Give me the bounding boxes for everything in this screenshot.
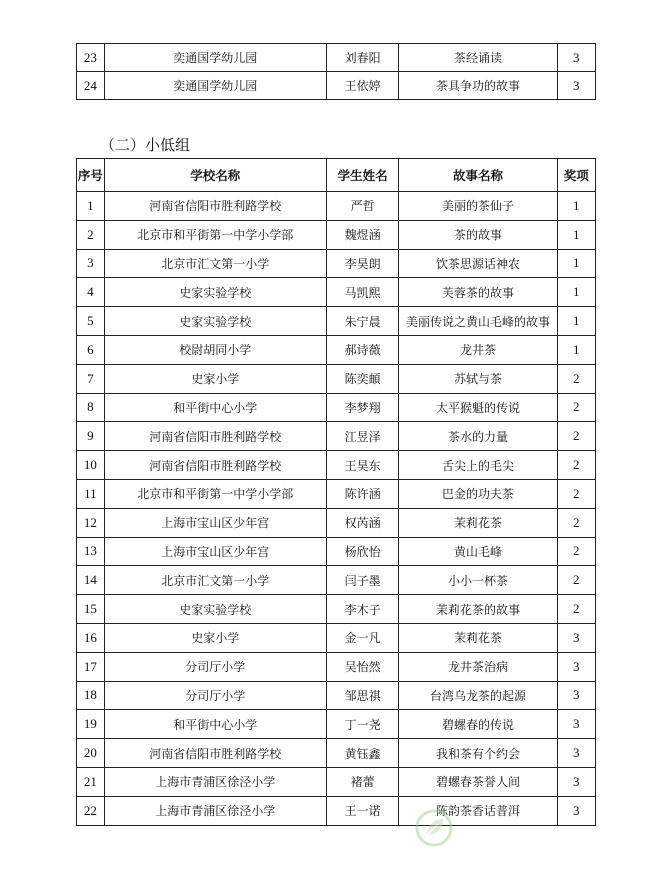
student-name: 杨欣怡 [326,537,399,566]
school-name: 奕通国学幼儿园 [104,44,326,72]
school-name: 北京市和平街第一中学小学部 [104,479,326,508]
row-no: 24 [77,72,105,100]
row-no: 8 [77,393,105,422]
table-row [77,739,596,768]
award-level: 2 [557,595,595,624]
award-level: 3 [557,72,595,100]
student-name: 陈奕頔 [326,364,399,393]
student-name: 王昊东 [326,451,399,480]
story-title: 龙井茶治病 [399,652,557,681]
story-title: 茶具争功的故事 [399,72,557,100]
table-row [77,72,596,100]
student-name: 王依婷 [326,72,399,100]
story-title: 美丽的茶仙子 [399,192,557,221]
story-title: 碧螺春茶誉人间 [399,767,557,796]
table-row [77,192,596,221]
school-name: 上海市青浦区徐泾小学 [104,796,326,825]
school-name: 河南省信阳市胜利路学校 [104,451,326,480]
student-name: 魏煜涵 [326,220,399,249]
student-name: 陈许涵 [326,479,399,508]
row-no: 4 [77,278,105,307]
row-no: 20 [77,739,105,768]
row-no: 18 [77,681,105,710]
row-no: 11 [77,479,105,508]
school-name: 奕通国学幼儿园 [104,72,326,100]
school-name: 分司厅小学 [104,681,326,710]
header-no: 序号 [77,159,105,192]
table-row [77,278,596,307]
award-level: 3 [557,652,595,681]
table-row [77,335,596,364]
school-name: 河南省信阳市胜利路学校 [104,192,326,221]
row-no: 1 [77,192,105,221]
story-title: 巴金的功夫茶 [399,479,557,508]
story-title: 饮茶思源话神农 [399,249,557,278]
row-no: 7 [77,364,105,393]
header-row [77,159,596,192]
table-row [77,623,596,652]
row-no: 14 [77,566,105,595]
story-title: 芙蓉茶的故事 [399,278,557,307]
story-title: 我和茶有个约会 [399,739,557,768]
header-school: 学校名称 [104,159,326,192]
row-no: 15 [77,595,105,624]
student-name: 吴怡然 [326,652,399,681]
table-row [77,479,596,508]
table-row [77,652,596,681]
award-level: 2 [557,451,595,480]
student-name: 权芮涵 [326,508,399,537]
leaf-logo-icon [414,808,454,848]
header-student: 学生姓名 [326,159,399,192]
table-row [77,307,596,336]
table-row [77,364,596,393]
school-name: 上海市宝山区少年宫 [104,537,326,566]
table-row [77,537,596,566]
table-row [77,249,596,278]
school-name: 上海市青浦区徐泾小学 [104,767,326,796]
continued-results-body [77,44,596,100]
student-name: 邹思祺 [326,681,399,710]
student-name: 李昊朗 [326,249,399,278]
student-name: 金一凡 [326,623,399,652]
award-level: 3 [557,710,595,739]
award-level: 2 [557,364,595,393]
student-name: 李梦翔 [326,393,399,422]
student-name: 褚蕾 [326,767,399,796]
row-no: 17 [77,652,105,681]
award-level: 2 [557,422,595,451]
school-name: 史家实验学校 [104,307,326,336]
row-no: 13 [77,537,105,566]
header-award: 奖项 [557,159,595,192]
student-name: 马凯熙 [326,278,399,307]
award-level: 2 [557,537,595,566]
award-level: 3 [557,623,595,652]
student-name: 闫子墨 [326,566,399,595]
table-row [77,710,596,739]
section-heading: （二）小低组 [100,136,191,154]
table-row [77,393,596,422]
award-level: 1 [557,220,595,249]
story-title: 茶经诵读 [399,44,557,72]
award-level: 1 [557,278,595,307]
award-level: 3 [557,44,595,72]
row-no: 23 [77,44,105,72]
school-name: 北京市和平街第一中学小学部 [104,220,326,249]
award-level: 2 [557,393,595,422]
row-no: 5 [77,307,105,336]
school-name: 校尉胡同小学 [104,335,326,364]
award-level: 3 [557,739,595,768]
award-level: 2 [557,508,595,537]
school-name: 史家小学 [104,364,326,393]
school-name: 史家小学 [104,623,326,652]
table-row [77,508,596,537]
row-no: 2 [77,220,105,249]
story-title: 茶水的力量 [399,422,557,451]
award-level: 3 [557,767,595,796]
story-title: 舌尖上的毛尖 [399,451,557,480]
award-level: 1 [557,192,595,221]
header-story: 故事名称 [399,159,557,192]
student-name: 王一诺 [326,796,399,825]
student-name: 朱宁晨 [326,307,399,336]
results-table-body [77,192,596,826]
story-title: 茉莉花茶 [399,508,557,537]
story-title: 龙井茶 [399,335,557,364]
row-no: 3 [77,249,105,278]
table-row [77,451,596,480]
student-name: 郝诗薇 [326,335,399,364]
school-name: 北京市汇文第一小学 [104,249,326,278]
table-row [77,767,596,796]
award-level: 3 [557,796,595,825]
story-title: 太平猴魁的传说 [399,393,557,422]
school-name: 分司厅小学 [104,652,326,681]
results-table [76,158,596,826]
award-level: 2 [557,566,595,595]
student-name: 李木子 [326,595,399,624]
school-name: 和平街中心小学 [104,393,326,422]
table-row [77,422,596,451]
school-name: 上海市宝山区少年宫 [104,508,326,537]
table-row [77,566,596,595]
award-level: 1 [557,249,595,278]
story-title: 茶的故事 [399,220,557,249]
student-name: 江昱泽 [326,422,399,451]
school-name: 河南省信阳市胜利路学校 [104,739,326,768]
student-name: 严哲 [326,192,399,221]
story-title: 小小一杯茶 [399,566,557,595]
table-row [77,220,596,249]
school-name: 和平街中心小学 [104,710,326,739]
row-no: 19 [77,710,105,739]
row-no: 10 [77,451,105,480]
row-no: 22 [77,796,105,825]
award-level: 2 [557,479,595,508]
student-name: 刘春阳 [326,44,399,72]
award-level: 1 [557,307,595,336]
table-row [77,44,596,72]
table-row [77,681,596,710]
story-title: 陈韵茶香话普洱 [399,796,557,825]
row-no: 21 [77,767,105,796]
school-name: 北京市汇文第一小学 [104,566,326,595]
award-level: 1 [557,335,595,364]
table-row [77,796,596,825]
award-level: 3 [557,681,595,710]
story-title: 黄山毛峰 [399,537,557,566]
school-name: 河南省信阳市胜利路学校 [104,422,326,451]
student-name: 丁一尧 [326,710,399,739]
story-title: 茉莉花茶的故事 [399,595,557,624]
row-no: 12 [77,508,105,537]
story-title: 茉莉花茶 [399,623,557,652]
story-title: 美丽传说之黄山毛峰的故事 [399,307,557,336]
story-title: 碧螺春的传说 [399,710,557,739]
continued-results-table [76,43,596,100]
table-row [77,595,596,624]
student-name: 黄钰鑫 [326,739,399,768]
row-no: 16 [77,623,105,652]
story-title: 苏轼与茶 [399,364,557,393]
results-table-header [77,159,596,192]
school-name: 史家实验学校 [104,595,326,624]
school-name: 史家实验学校 [104,278,326,307]
row-no: 6 [77,335,105,364]
story-title: 台湾乌龙茶的起源 [399,681,557,710]
row-no: 9 [77,422,105,451]
